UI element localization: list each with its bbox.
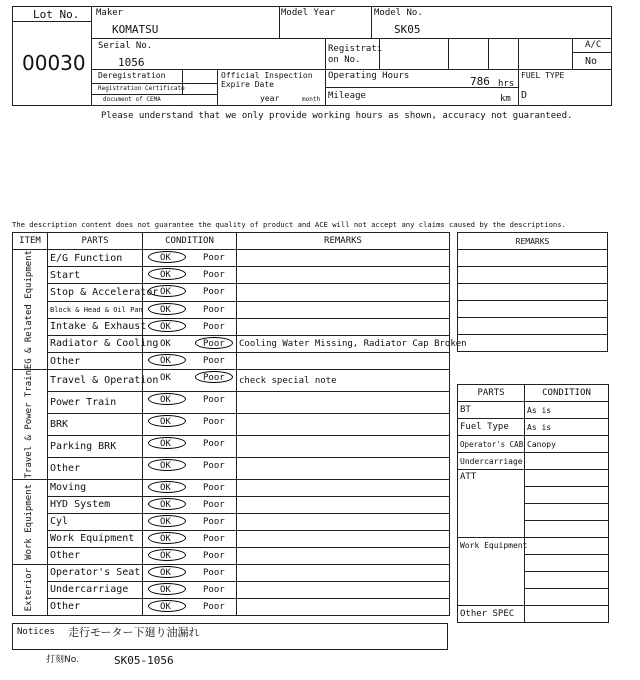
cema-document-label: document of CEMA (103, 96, 161, 103)
part-name: E/G Function (48, 250, 143, 267)
condition-cell (143, 564, 237, 581)
remarks-side-row (458, 301, 608, 318)
spec-part: BT (458, 402, 525, 419)
table-row (13, 284, 450, 301)
part-name: Travel & Operation (48, 370, 143, 392)
spec-part: Fuel Type (458, 419, 525, 436)
remark-cell: check special note (237, 370, 450, 392)
remarks-side-row (458, 284, 608, 301)
hours-unit: hrs (498, 79, 515, 89)
poor-option: Poor (203, 567, 225, 578)
poor-option: Poor (203, 516, 225, 527)
spec-condition-header: CONDITION (525, 385, 609, 402)
part-name: Other (48, 547, 143, 564)
stamp-value: SK05-1056 (114, 654, 174, 667)
year-label: year (260, 94, 280, 103)
table-row (13, 435, 450, 457)
poor-option: Poor (203, 601, 225, 612)
table-row (13, 581, 450, 598)
condition-cell (143, 435, 237, 457)
ok-option: OK (160, 499, 171, 510)
poor-option: Poor (203, 499, 225, 510)
condition-cell (143, 413, 237, 435)
deregistration-label: Deregistration (98, 71, 166, 80)
model-no-value: SK05 (394, 23, 421, 36)
ok-option: OK (160, 321, 171, 332)
condition-cell (143, 267, 237, 284)
lot-number: 00030 (22, 51, 86, 75)
remark-cell (237, 250, 450, 267)
table-row (13, 547, 450, 564)
poor-option: Poor (203, 533, 225, 544)
poor-option: Poor (203, 416, 225, 427)
condition-cell (143, 301, 237, 318)
table-row (13, 318, 450, 335)
remark-cell (237, 564, 450, 581)
spec-part: ATT (458, 470, 525, 538)
remark-cell (237, 301, 450, 318)
remarks-side-table (457, 232, 608, 352)
spec-condition (525, 589, 609, 606)
notices-value: 走行モーター下廻り油漏れ (68, 626, 200, 639)
remarks-side-row (458, 318, 608, 335)
part-name: Radiator & Cooling (48, 335, 143, 352)
maker-value: KOMATSU (112, 23, 159, 36)
condition-cell (143, 284, 237, 301)
poor-option: Poor (203, 460, 225, 471)
expire-date-label: Expire Date (221, 80, 274, 89)
model-no-label: Model No. (374, 8, 423, 18)
item-category (13, 250, 48, 370)
part-name: Block & Head & Oil Pan (48, 301, 143, 318)
condition-cell (143, 335, 237, 352)
operating-hours-label: Operating Hours (328, 71, 410, 81)
ok-option: OK (160, 395, 171, 406)
spec-condition (525, 487, 609, 504)
spec-condition (525, 504, 609, 521)
table-row (13, 413, 450, 435)
item-category-label: Travel & Power Train (24, 370, 35, 479)
condition-header: CONDITION (143, 233, 237, 250)
poor-option: Poor (203, 356, 225, 367)
poor-option: Poor (203, 584, 225, 595)
fuel-type-value: D (521, 90, 528, 101)
ok-option: OK (160, 253, 171, 263)
remark-cell (237, 318, 450, 335)
item-category (13, 564, 48, 615)
remarks-side-row (458, 250, 608, 267)
spec-condition (525, 521, 609, 538)
spec-condition: Canopy (525, 436, 609, 453)
part-name: HYD System (48, 496, 143, 513)
ok-option: OK (160, 438, 171, 449)
ok-option: OK (160, 270, 171, 281)
table-row (13, 479, 450, 496)
parts-header: PARTS (48, 233, 143, 250)
remarks-side-row (458, 335, 608, 352)
mileage-label: Mileage (328, 91, 366, 101)
part-name: Intake & Exhaust (48, 318, 143, 335)
ok-option: OK (160, 584, 171, 595)
ok-option: OK (160, 601, 171, 612)
notices-label: Notices (17, 627, 55, 637)
hours-notice: Please understand that we only provide working hours as shown, accuracy not guaranteed. (101, 111, 573, 121)
remark-cell: Cooling Water Missing, Radiator Cap Broken (237, 335, 450, 352)
spec-part: Undercarriage (458, 453, 525, 470)
part-name: Other (48, 353, 143, 370)
remark-cell (237, 392, 450, 414)
table-row (13, 530, 450, 547)
part-name: Undercarriage (48, 581, 143, 598)
poor-option: Poor (203, 395, 225, 406)
part-name: Cyl (48, 513, 143, 530)
remark-cell (237, 581, 450, 598)
model-year-label: Model Year (281, 8, 336, 18)
part-name: Operator's Seat (48, 564, 143, 581)
part-name: BRK (48, 413, 143, 435)
ok-option: OK (160, 287, 171, 298)
fuel-type-label: FUEL TYPE (521, 71, 565, 80)
ok-option: OK (160, 416, 171, 427)
ok-option: OK (160, 516, 171, 527)
part-name: Other (48, 457, 143, 479)
item-category-label: EG & Related Equipment (24, 250, 35, 370)
remarks-side-header: REMARKS (458, 233, 608, 250)
ok-option: OK (160, 550, 171, 561)
spec-condition (525, 470, 609, 487)
condition-cell (143, 370, 237, 392)
item-category (13, 370, 48, 479)
part-name: Start (48, 267, 143, 284)
spec-table (457, 384, 609, 623)
spec-condition (525, 606, 609, 623)
ac-value: No (585, 56, 598, 67)
maker-label: Maker (96, 8, 124, 18)
table-row (13, 513, 450, 530)
registration-certificate-label: Registration Certificate (98, 85, 185, 92)
table-row (13, 250, 450, 267)
poor-option: Poor (203, 373, 225, 384)
remark-cell (237, 435, 450, 457)
ok-option: OK (160, 304, 171, 315)
poor-option: Poor (203, 482, 225, 493)
operating-hours-value: 786 (470, 75, 490, 88)
item-category-label: Exterior (24, 567, 35, 612)
spec-condition: As is (525, 419, 609, 436)
remark-cell (237, 479, 450, 496)
condition-cell (143, 392, 237, 414)
condition-cell (143, 547, 237, 564)
table-row (13, 335, 450, 352)
remark-cell (237, 284, 450, 301)
spec-condition (525, 538, 609, 555)
item-category-label: Work Equipment (24, 483, 35, 560)
spec-condition (525, 555, 609, 572)
poor-option: Poor (203, 253, 225, 263)
item-category (13, 479, 48, 564)
km-unit: km (500, 94, 511, 104)
remark-cell (237, 513, 450, 530)
condition-cell (143, 581, 237, 598)
serial-label: Serial No. (98, 41, 153, 51)
part-name: Parking BRK (48, 435, 143, 457)
part-name: Work Equipment (48, 530, 143, 547)
condition-cell (143, 530, 237, 547)
serial-value: 1056 (118, 56, 145, 69)
part-name: Moving (48, 479, 143, 496)
spec-condition (525, 453, 609, 470)
condition-cell (143, 513, 237, 530)
table-row (13, 353, 450, 370)
poor-option: Poor (203, 270, 225, 281)
spec-part: Operator's CAB (458, 436, 525, 453)
table-row (13, 301, 450, 318)
item-header: ITEM (13, 233, 48, 250)
ok-option: OK (160, 567, 171, 578)
remarks-header: REMARKS (237, 233, 450, 250)
spec-condition (525, 572, 609, 589)
poor-option: Poor (203, 550, 225, 561)
work-equipment-spec: Work Equipment (458, 538, 525, 606)
part-name: Power Train (48, 392, 143, 414)
table-row (13, 267, 450, 284)
table-row (13, 496, 450, 513)
disclaimer: The description content does not guarantee the quality of product and ACE will not accept any claims caused by the descriptions. (12, 220, 566, 229)
remark-cell (237, 496, 450, 513)
ok-option: OK (160, 533, 171, 544)
condition-cell (143, 318, 237, 335)
ok-option: OK (160, 460, 171, 471)
spec-condition: As is (525, 402, 609, 419)
condition-cell (143, 353, 237, 370)
table-row (13, 598, 450, 615)
poor-option: Poor (203, 321, 225, 332)
table-row (13, 564, 450, 581)
inspection-label: Official Inspection (221, 71, 313, 80)
spec-parts-header: PARTS (458, 385, 525, 402)
poor-option: Poor (203, 287, 225, 298)
condition-cell (143, 250, 237, 267)
ok-option: OK (160, 356, 171, 367)
poor-option: Poor (203, 438, 225, 449)
condition-cell (143, 598, 237, 615)
part-name: Other (48, 598, 143, 615)
remark-cell (237, 530, 450, 547)
table-row (13, 392, 450, 414)
remark-cell (237, 413, 450, 435)
part-name: Stop & Accelerator (48, 284, 143, 301)
remark-cell (237, 547, 450, 564)
remark-cell (237, 457, 450, 479)
remark-cell (237, 267, 450, 284)
remarks-side-row (458, 267, 608, 284)
month-label: month (302, 96, 321, 103)
poor-option: Poor (203, 338, 225, 349)
registration-no-label: Registrati on No. (328, 44, 383, 65)
ok-option: OK (160, 482, 171, 493)
table-row (13, 370, 450, 392)
ok-option: OK (160, 338, 171, 349)
ac-label: A/C (585, 40, 602, 50)
ok-option: OK (160, 373, 171, 384)
table-row (13, 457, 450, 479)
remark-cell (237, 353, 450, 370)
condition-cell (143, 496, 237, 513)
poor-option: Poor (203, 304, 225, 315)
other-spec: Other SPEC (458, 606, 525, 623)
stamp-label: 打刻No. (46, 655, 79, 665)
condition-cell (143, 479, 237, 496)
condition-cell (143, 457, 237, 479)
lot-label: Lot No. (33, 8, 80, 21)
remark-cell (237, 598, 450, 615)
